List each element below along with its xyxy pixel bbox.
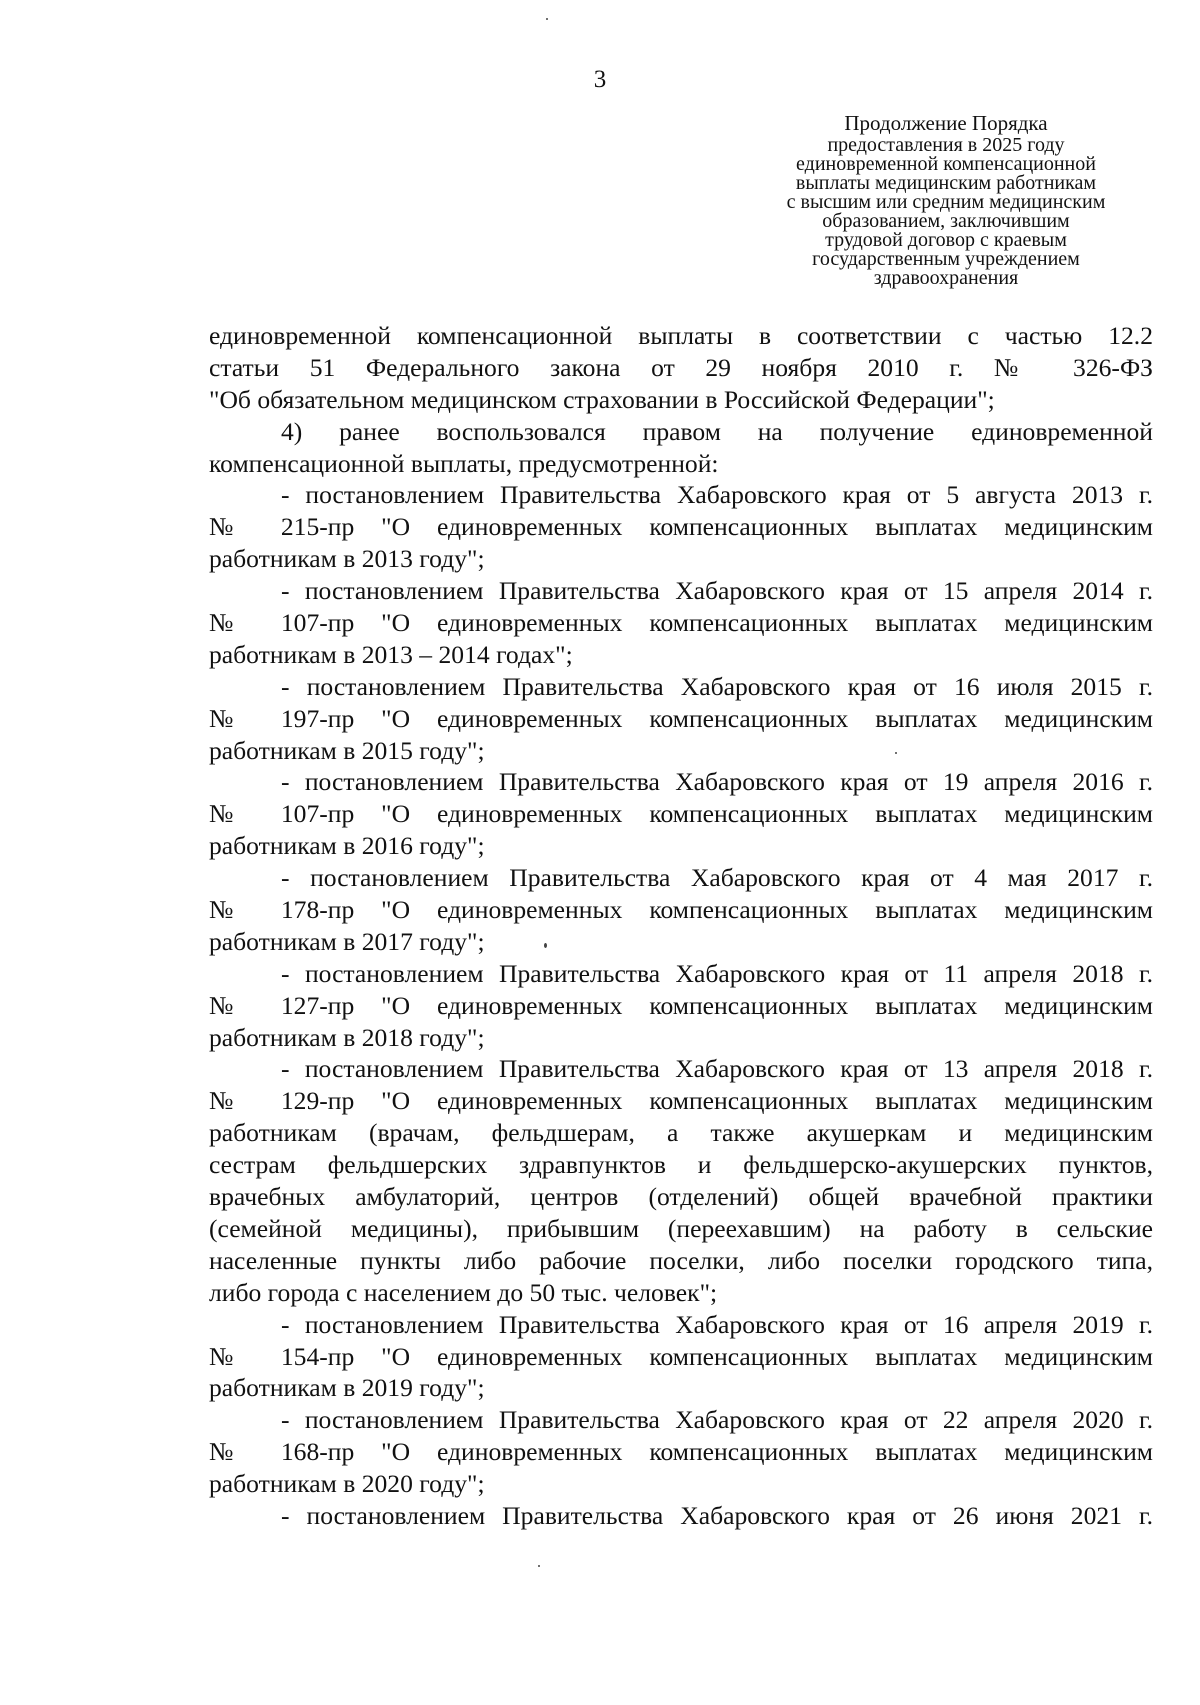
body-line: статьи 51 Федерального закона от 29 ноября 2010 г. № 326-ФЗ — [209, 352, 1153, 382]
header-line: предоставления в 2025 году — [827, 134, 1065, 156]
body-line: - постановлением Правительства Хабаровского края от 5 августа 2013 г. — [281, 480, 1153, 510]
scan-speck — [546, 18, 548, 20]
header-line: здравоохранения — [873, 267, 1019, 289]
body-line: № 107-пр "О единовременных компенсационных выплатах медицинским — [209, 608, 1153, 638]
header-line: образованием, заключившим — [822, 210, 1070, 232]
body-line: - постановлением Правительства Хабаровского края от 19 апреля 2016 г. — [281, 767, 1153, 797]
header-line: Продолжение Порядка — [844, 111, 1048, 135]
body-line: № 154-пр "О единовременных компенсационных выплатах медицинским — [209, 1341, 1153, 1371]
header-line: с высшим или средним медицинским — [786, 191, 1106, 213]
body-line: работникам в 2018 году"; — [209, 1022, 485, 1052]
body-line: (семейной медицины), прибывшим (переехавшим) на работу в сельские — [209, 1213, 1153, 1243]
body-line: № 107-пр "О единовременных компенсационных выплатах медицинским — [209, 799, 1153, 829]
body-line: сестрам фельдшерских здравпунктов и фельдшерско-акушерских пунктов, — [209, 1150, 1153, 1180]
body-line: "Об обязательном медицинском страховании в Российской Федерации"; — [209, 384, 995, 414]
body-line: врачебных амбулаторий, центров (отделений) общей врачебной практики — [209, 1182, 1153, 1212]
document-body — [209, 320, 1153, 1532]
body-line: 4) ранее воспользовался правом на получение единовременной — [281, 416, 1153, 446]
body-line: - постановлением Правительства Хабаровского края от 11 апреля 2018 г. — [281, 958, 1153, 988]
body-line: № 215-пр "О единовременных компенсационных выплатах медицинским — [209, 512, 1153, 542]
body-line: работникам в 2016 году"; — [209, 831, 485, 861]
scan-speck — [538, 1565, 540, 1567]
document-continuation-header — [748, 111, 1144, 289]
body-line: работникам в 2020 году"; — [209, 1469, 485, 1499]
body-line: работникам в 2015 году"; — [209, 735, 485, 765]
body-line: - постановлением Правительства Хабаровского края от 4 мая 2017 г. — [281, 863, 1153, 893]
body-line: - постановлением Правительства Хабаровского края от 13 апреля 2018 г. — [281, 1054, 1153, 1084]
body-line: работникам в 2019 году"; — [209, 1373, 485, 1403]
body-line: № 129-пр "О единовременных компенсационных выплатах медицинским — [209, 1086, 1153, 1116]
body-line: № 197-пр "О единовременных компенсационных выплатах медицинским — [209, 703, 1153, 733]
body-line: единовременной компенсационной выплаты в соответствии с частью 12.2 — [209, 321, 1153, 350]
body-line: работникам в 2013 – 2014 годах"; — [209, 639, 573, 669]
body-line: № 168-пр "О единовременных компенсационных выплатах медицинским — [209, 1437, 1153, 1467]
body-line: № 127-пр "О единовременных компенсационных выплатах медицинским — [209, 990, 1153, 1020]
scan-speck — [544, 943, 547, 948]
body-line: № 178-пр "О единовременных компенсационных выплатах медицинским — [209, 895, 1153, 925]
header-line: трудовой договор с краевым — [825, 229, 1067, 251]
body-line: - постановлением Правительства Хабаровского края от 15 апреля 2014 г. — [281, 576, 1153, 606]
header-line: выплаты медицинским работникам — [795, 172, 1097, 194]
scan-speck — [895, 752, 897, 754]
header-line: единовременной компенсационной — [796, 153, 1096, 175]
body-line: - постановлением Правительства Хабаровского края от 26 июня 2021 г. — [281, 1500, 1153, 1530]
header-line: государственным учреждением — [812, 248, 1080, 270]
body-line: работникам (врачам, фельдшерам, а также акушеркам и медицинским — [209, 1118, 1153, 1148]
body-line: работникам в 2013 году"; — [209, 544, 485, 574]
body-line: - постановлением Правительства Хабаровского края от 16 июля 2015 г. — [281, 671, 1153, 701]
page-number: 3 — [593, 66, 607, 93]
body-line: работникам в 2017 году"; — [209, 926, 485, 956]
body-line: компенсационной выплаты, предусмотренной: — [209, 448, 719, 478]
body-line: - постановлением Правительства Хабаровского края от 22 апреля 2020 г. — [281, 1405, 1153, 1435]
body-line: - постановлением Правительства Хабаровского края от 16 апреля 2019 г. — [281, 1309, 1153, 1339]
body-line: населенные пункты либо рабочие поселки, либо поселки городского типа, — [209, 1245, 1153, 1275]
body-line: либо города с населением до 50 тыс. человек"; — [209, 1277, 718, 1307]
